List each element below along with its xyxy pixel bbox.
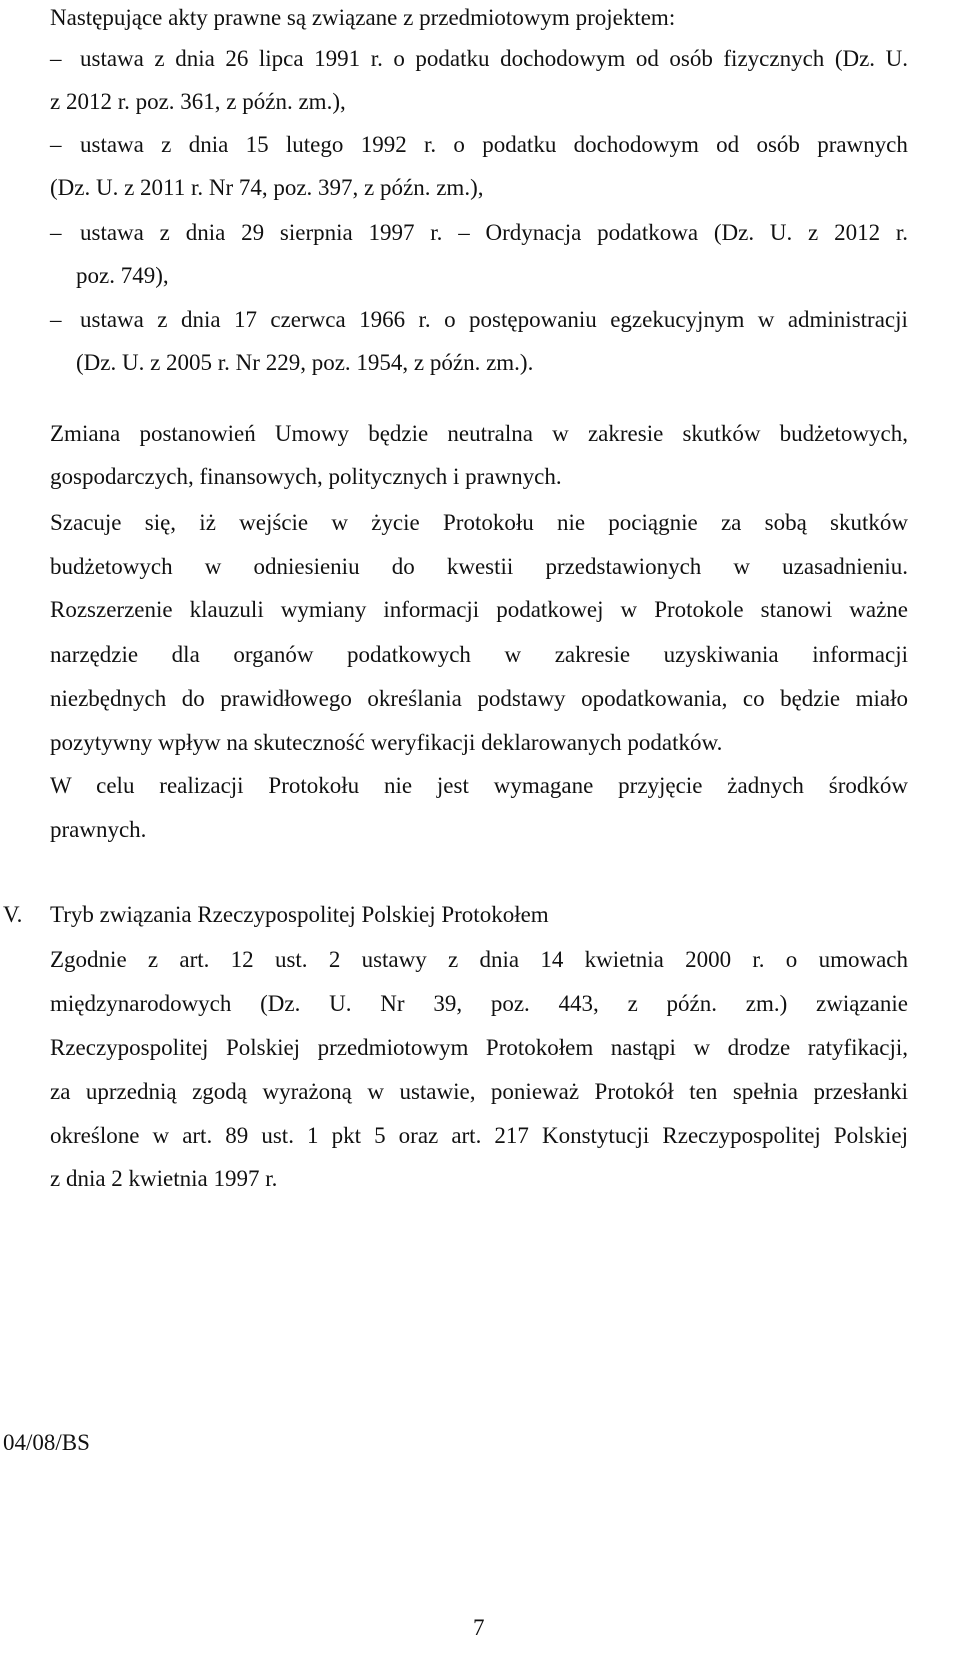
- paragraph-3-line-4: pozytywny wpływ na skuteczność weryfikacji deklarowanych podatków.: [50, 730, 723, 755]
- paragraph-2-line-2: budżetowych w odniesieniu do kwestii przedstawionych w uzasadnieniu.: [50, 554, 908, 579]
- act-2-dash: –: [50, 132, 62, 157]
- section-line-3: Rzeczypospolitej Polskiej przedmiotowym Protokołem nastąpi w drodze ratyfikacji,: [50, 1035, 908, 1060]
- section-line-1: Zgodnie z art. 12 ust. 2 ustawy z dnia 14 kwietnia 2000 r. o umowach: [50, 947, 908, 972]
- act-3-dash: –: [50, 220, 62, 245]
- paragraph-3-line-1: Rozszerzenie klauzuli wymiany informacji podatkowej w Protokole stanowi ważne: [50, 597, 908, 622]
- act-3-line-2: poz. 749),: [76, 263, 169, 288]
- section-line-6: z dnia 2 kwietnia 1997 r.: [50, 1166, 278, 1191]
- footer-code: 04/08/BS: [3, 1430, 90, 1455]
- act-4-dash: –: [50, 307, 62, 332]
- act-2-line-2: (Dz. U. z 2011 r. Nr 74, poz. 397, z późn. zm.),: [50, 175, 484, 200]
- paragraph-1-line-2: gospodarczych, finansowych, politycznych i prawnych.: [50, 464, 562, 489]
- act-1-line-1: ustawa z dnia 26 lipca 1991 r. o podatku dochodowym od osób fizycznych (Dz. U.: [80, 46, 908, 71]
- act-4-line-2: (Dz. U. z 2005 r. Nr 229, poz. 1954, z późn. zm.).: [76, 350, 534, 375]
- paragraph-4-line-1: W celu realizacji Protokołu nie jest wymagane przyjęcie żadnych środków: [50, 773, 908, 798]
- act-1-dash: –: [50, 46, 62, 71]
- act-4-line-1: ustawa z dnia 17 czerwca 1966 r. o postępowaniu egzekucyjnym w administracji: [80, 307, 908, 332]
- paragraph-2-line-1: Szacuje się, iż wejście w życie Protokołu nie pociągnie za sobą skutków: [50, 510, 908, 535]
- act-1-line-2: z 2012 r. poz. 361, z późn. zm.),: [50, 89, 346, 114]
- paragraph-3-line-3: niezbędnych do prawidłowego określania podstawy opodatkowania, co będzie miało: [50, 686, 908, 711]
- section-title: Tryb związania Rzeczypospolitej Polskiej Protokołem: [50, 902, 549, 927]
- act-3-line-1: ustawa z dnia 29 sierpnia 1997 r. – Ordynacja podatkowa (Dz. U. z 2012 r.: [80, 220, 908, 245]
- section-number: V.: [3, 902, 23, 927]
- paragraph-3-line-2: narzędzie dla organów podatkowych w zakresie uzyskiwania informacji: [50, 642, 908, 667]
- act-2-line-1: ustawa z dnia 15 lutego 1992 r. o podatku dochodowym od osób prawnych: [80, 132, 908, 157]
- paragraph-1-line-1: Zmiana postanowień Umowy będzie neutralna w zakresie skutków budżetowych,: [50, 421, 908, 446]
- paragraph-4-line-2: prawnych.: [50, 817, 147, 842]
- section-line-4: za uprzednią zgodą wyrażoną w ustawie, ponieważ Protokół ten spełnia przesłanki: [50, 1079, 908, 1104]
- section-line-2: międzynarodowych (Dz. U. Nr 39, poz. 443, z późn. zm.) związanie: [50, 991, 908, 1016]
- section-line-5: określone w art. 89 ust. 1 pkt 5 oraz art. 217 Konstytucji Rzeczypospolitej Polskiej: [50, 1123, 908, 1148]
- page-number: 7: [473, 1615, 485, 1640]
- intro-text: Następujące akty prawne są związane z przedmiotowym projektem:: [50, 5, 676, 30]
